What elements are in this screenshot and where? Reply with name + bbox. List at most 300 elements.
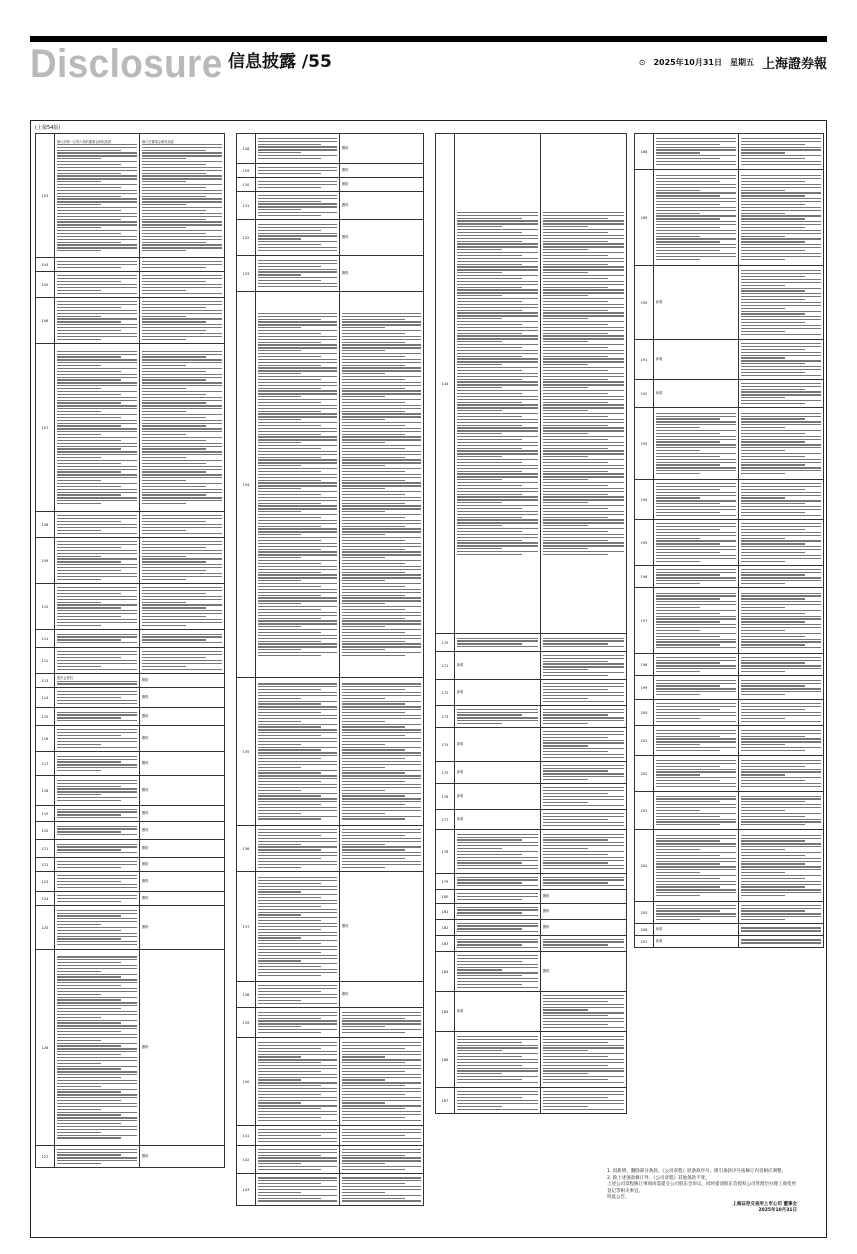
text-line [57, 999, 121, 1000]
text-line [342, 551, 421, 552]
text-lines [656, 569, 736, 585]
text-line [543, 854, 608, 855]
text-line [741, 869, 821, 870]
text-line [258, 321, 337, 322]
text-line [57, 593, 121, 594]
text-line [342, 321, 421, 322]
original-text: 新增 [656, 300, 663, 305]
text-line [656, 450, 700, 451]
row-number: 198 [635, 654, 654, 676]
text-line [457, 410, 502, 411]
text-line [741, 444, 821, 445]
text-line [543, 1007, 624, 1008]
text-line [342, 468, 421, 469]
text-line [342, 626, 385, 627]
revised-clause [541, 652, 627, 680]
text-line [258, 344, 337, 345]
text-line [741, 161, 821, 162]
text-line [142, 489, 222, 490]
text-line [258, 385, 337, 386]
text-line [342, 641, 405, 642]
text-line [656, 190, 700, 191]
revised-clause [739, 520, 824, 566]
row-number: 109 [36, 538, 55, 584]
text-line [258, 158, 321, 159]
text-line [57, 657, 121, 658]
text-line [457, 925, 538, 926]
original-clause [256, 220, 340, 256]
row-number: 138 [237, 982, 256, 1008]
text-line [656, 683, 736, 684]
text-line [656, 569, 736, 570]
text-line [258, 841, 337, 842]
text-lines [57, 261, 137, 268]
text-line [543, 939, 624, 940]
text-line [258, 235, 337, 236]
text-line [258, 167, 337, 168]
revised-clause [541, 706, 627, 728]
text-line [543, 358, 624, 359]
text-line [258, 514, 337, 515]
text-line [457, 373, 538, 374]
text-line [57, 333, 137, 334]
table-row [36, 630, 225, 648]
revised-clause [739, 936, 824, 948]
text-line [57, 1054, 121, 1055]
table-row [436, 904, 627, 920]
text-line [258, 382, 337, 383]
text-line [342, 1160, 421, 1161]
text-line [142, 190, 222, 191]
text-line [457, 399, 538, 400]
text-line [543, 295, 588, 296]
text-line [457, 1045, 538, 1046]
text-line [258, 606, 337, 607]
continued-label: (上接54版) [35, 125, 61, 131]
text-line [741, 801, 805, 802]
text-line [57, 307, 121, 308]
text-line [543, 655, 624, 656]
text-line [457, 928, 522, 929]
row-number: 117 [36, 752, 55, 776]
text-line [342, 692, 421, 693]
text-line [342, 534, 385, 535]
text-line [741, 804, 821, 805]
revised-clause [140, 950, 225, 1146]
text-line [57, 933, 137, 934]
text-line [656, 858, 736, 859]
text-line [543, 793, 608, 794]
revised-text: 删除 [142, 828, 149, 833]
text-line [342, 382, 421, 383]
text-line [656, 158, 720, 159]
original-clause [654, 520, 739, 566]
text-line [656, 430, 736, 431]
text-line [57, 875, 137, 876]
text-line [457, 416, 522, 417]
table-row [635, 588, 824, 654]
table-row [36, 776, 225, 806]
text-line [543, 393, 608, 394]
text-line [258, 283, 337, 284]
text-line [342, 1094, 405, 1095]
text-line [342, 858, 405, 859]
text-line [543, 235, 624, 236]
text-line [543, 307, 624, 308]
text-line [142, 625, 186, 626]
text-line [258, 1108, 321, 1109]
text-line [543, 232, 608, 233]
row-number: 194 [635, 480, 654, 520]
text-line [142, 227, 186, 228]
original-text: 修订前第一百零六条的董事会职权条款 [57, 139, 112, 144]
text-line [57, 385, 137, 386]
text-line [656, 535, 736, 536]
text-line [142, 193, 222, 194]
text-line [258, 912, 337, 913]
text-line [457, 281, 538, 282]
text-lines [543, 995, 624, 1028]
text-line [57, 639, 121, 640]
text-line [342, 612, 421, 613]
text-line [543, 1094, 624, 1095]
text-line [258, 537, 337, 538]
text-line [258, 784, 337, 785]
text-line [741, 328, 821, 329]
text-line [543, 459, 624, 460]
text-line [457, 427, 538, 428]
text-line [57, 281, 121, 282]
text-line [258, 1111, 337, 1112]
text-line [457, 292, 538, 293]
text-line [258, 138, 337, 139]
text-line [342, 436, 421, 437]
text-line [656, 238, 736, 239]
original-clause [654, 700, 739, 726]
text-line [656, 863, 720, 864]
original-text: 新增 [457, 1009, 464, 1014]
original-clause [256, 192, 340, 220]
text-line [656, 247, 736, 248]
text-line [741, 861, 821, 862]
text-line [258, 227, 337, 228]
text-line [342, 620, 421, 621]
text-line [57, 625, 101, 626]
text-line [258, 652, 337, 653]
text-line [57, 544, 137, 545]
text-line [543, 218, 608, 219]
text-line [741, 299, 805, 300]
text-line [457, 275, 538, 276]
row-number: 126 [36, 950, 55, 1146]
table-row [436, 762, 627, 784]
text-line [258, 712, 321, 713]
text-line [342, 832, 421, 833]
text-line [741, 483, 821, 484]
text-lines [258, 313, 337, 656]
text-line [543, 548, 588, 549]
text-line [543, 723, 588, 724]
text-line [543, 537, 624, 538]
revised-clause [340, 220, 424, 256]
text-line [543, 427, 624, 428]
text-line [258, 778, 337, 779]
text-line [342, 396, 385, 397]
text-line [342, 569, 421, 570]
text-line [656, 574, 720, 575]
text-line [457, 287, 522, 288]
text-line [57, 431, 137, 432]
text-line [342, 330, 421, 331]
text-lines [57, 1149, 137, 1165]
text-line [342, 390, 421, 391]
original-clause [55, 584, 140, 630]
original-text: 新增 [656, 927, 663, 932]
text-line [258, 170, 337, 171]
text-line [656, 470, 736, 471]
text-line [457, 714, 522, 715]
text-line [342, 1042, 421, 1043]
footer-note-2: 2. 除上述条款修订外，《公司章程》其他条款不变。 [607, 1175, 710, 1181]
row-number: 127 [36, 1146, 55, 1168]
row-number: 193 [635, 408, 654, 480]
text-line [543, 304, 624, 305]
text-lines [342, 1042, 421, 1121]
text-line [342, 465, 385, 466]
original-clause [55, 512, 140, 538]
text-line [543, 720, 624, 721]
text-lines [656, 138, 736, 165]
text-line [142, 178, 222, 179]
text-line [258, 972, 337, 973]
text-line [57, 301, 137, 302]
revised-clause [140, 630, 225, 648]
text-line [543, 554, 608, 555]
text-line [457, 471, 522, 472]
table-row [436, 936, 627, 952]
text-line [342, 618, 405, 619]
text-line [656, 215, 736, 216]
text-line [741, 683, 821, 684]
text-line [258, 1000, 301, 1001]
text-line [57, 732, 137, 733]
text-line [142, 639, 206, 640]
text-lines [656, 796, 736, 826]
text-line [258, 1157, 337, 1158]
text-lines [543, 877, 624, 887]
text-line [741, 895, 785, 896]
table-row [635, 830, 824, 902]
row-number: 179 [436, 874, 455, 890]
row-number: 178 [436, 830, 455, 874]
text-line [57, 359, 137, 360]
text-line [258, 457, 321, 458]
text-line [741, 910, 805, 911]
text-line [258, 715, 337, 716]
text-line [258, 758, 321, 759]
text-line [142, 379, 206, 380]
text-line [656, 161, 736, 162]
text-lines [258, 683, 337, 819]
text-lines [457, 709, 538, 725]
text-line [741, 207, 821, 208]
text-line [741, 863, 805, 864]
text-line [543, 540, 608, 541]
text-line [543, 947, 624, 948]
text-line [543, 1024, 608, 1025]
section-title: 信息披露 /55 [228, 52, 332, 72]
text-line [57, 901, 121, 902]
text-line [741, 233, 821, 234]
text-line [258, 683, 337, 684]
text-line [258, 818, 321, 819]
text-line [142, 402, 206, 403]
amendment-table [35, 133, 225, 1168]
text-line [342, 1138, 421, 1139]
text-line [741, 610, 821, 611]
text-line [57, 382, 137, 383]
text-line [258, 269, 337, 270]
text-line [543, 848, 588, 849]
text-lines [57, 910, 137, 946]
revised-text: 删除 [142, 736, 149, 741]
text-line [342, 689, 405, 690]
text-line [57, 233, 121, 234]
text-line [543, 1050, 588, 1051]
text-line [258, 274, 301, 275]
text-lines [457, 638, 538, 648]
text-line [543, 857, 624, 858]
text-line [656, 777, 736, 778]
text-line [457, 436, 538, 437]
text-line [142, 446, 222, 447]
text-line [258, 511, 301, 512]
text-line [543, 1045, 624, 1046]
text-line [543, 505, 624, 506]
text-line [543, 839, 608, 840]
text-line [57, 1034, 137, 1035]
text-line [543, 275, 624, 276]
text-line [342, 399, 421, 400]
text-line [342, 1068, 421, 1069]
text-line [741, 279, 821, 280]
text-line [258, 600, 337, 601]
text-line [457, 643, 522, 644]
text-line [258, 1074, 337, 1075]
text-line [543, 364, 588, 365]
text-line [142, 233, 206, 234]
text-line [57, 1014, 137, 1015]
text-line [258, 1192, 301, 1193]
text-line [741, 730, 821, 731]
text-line [457, 860, 538, 861]
text-line [142, 471, 206, 472]
revised-clause [541, 728, 627, 762]
table-row [635, 676, 824, 700]
text-line [656, 473, 700, 474]
table-row [436, 992, 627, 1032]
text-line [142, 544, 222, 545]
text-line [457, 387, 502, 388]
text-line [656, 878, 720, 879]
text-line [457, 496, 538, 497]
text-line [543, 502, 588, 503]
text-line [57, 761, 121, 762]
row-number: 177 [436, 810, 455, 830]
text-line [457, 505, 538, 506]
revised-text: 删除 [342, 203, 349, 208]
text-line [142, 602, 186, 603]
text-line [258, 1082, 337, 1083]
text-line [258, 1042, 337, 1043]
text-line [457, 252, 538, 253]
text-line [258, 376, 337, 377]
text-line [57, 602, 101, 603]
text-line [457, 249, 502, 250]
original-clause [256, 1008, 340, 1038]
text-lines [741, 175, 821, 260]
text-line [57, 193, 137, 194]
text-lines [258, 1012, 337, 1033]
text-line [142, 558, 222, 559]
text-line [741, 691, 821, 692]
text-line [258, 405, 337, 406]
text-line [258, 241, 337, 242]
text-line [258, 795, 321, 796]
text-line [342, 698, 385, 699]
text-lines [656, 523, 736, 562]
text-line [457, 519, 538, 520]
text-line [543, 779, 588, 780]
text-line [457, 1050, 502, 1051]
revised-text: 删除 [342, 235, 349, 240]
original-clause [654, 830, 739, 902]
table-row [237, 134, 424, 164]
text-line [656, 503, 720, 504]
original-clause [256, 292, 340, 678]
text-line [258, 339, 337, 340]
text-line [342, 1198, 405, 1199]
text-line [741, 296, 821, 297]
revised-clause [340, 256, 424, 292]
original-clause [256, 164, 340, 178]
row-number: 205 [635, 902, 654, 924]
text-lines [457, 1091, 538, 1109]
original-clause [455, 680, 541, 706]
text-lines [656, 835, 736, 897]
text-line [741, 849, 785, 850]
revised-clause [541, 134, 627, 634]
text-line [656, 439, 736, 440]
text-line [258, 333, 321, 334]
text-line [258, 500, 337, 501]
text-line [342, 703, 405, 704]
text-line [457, 885, 538, 886]
text-lines [656, 703, 736, 721]
text-line [741, 241, 805, 242]
text-lines [342, 1149, 421, 1170]
text-line [543, 387, 588, 388]
text-line [57, 414, 137, 415]
text-line [258, 1029, 337, 1030]
text-line [342, 474, 421, 475]
original-clause [455, 784, 541, 810]
text-line [342, 747, 421, 748]
text-lines [457, 893, 538, 900]
text-line [457, 857, 538, 858]
text-line [258, 313, 337, 314]
text-line [342, 350, 385, 351]
